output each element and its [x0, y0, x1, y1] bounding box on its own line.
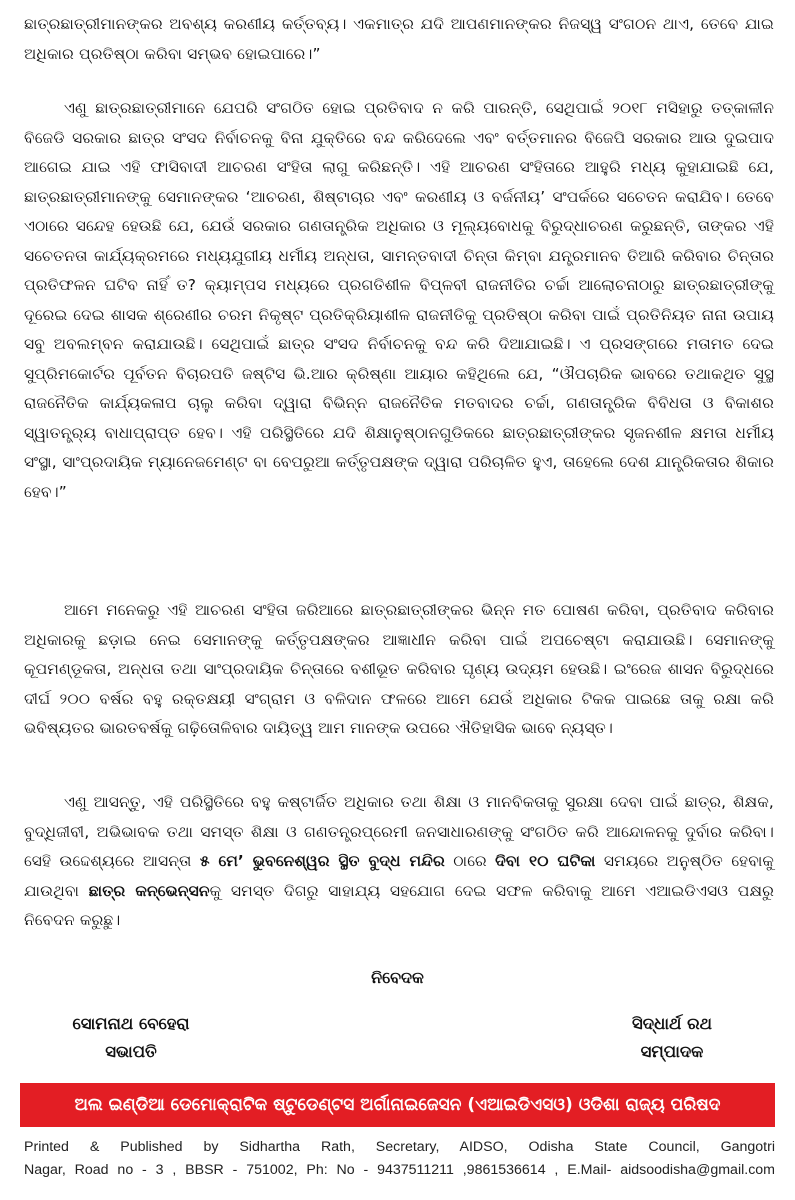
footer-line-2: Nagar, Road no - 3 , BBSR - 751002, Ph: No - 9437511211 ,9861536614 , E.Mail- aidsoodisha@gmail.com — [24, 1162, 775, 1178]
paragraph-our-view: ଆମେ ମନେକରୁ ଏହି ଆଚରଣ ସଂହିତା ଜରିଆରେ ଛାତ୍ରଛାତ୍ରୀଙ୍କର ଭିନ୍ନ ମତ ପୋଷଣ କରିବା, ପ୍ରତିବାଦ କରିବାର ଅଧିକାରକୁ ଛଡ଼ାଇ ନେଇ ସେମାନଙ୍କୁ କର୍ତ୍ତୃପକ୍ଷଙ୍କର ଆଜ୍ଞାଧୀନ କରିବା ପାଇଁ ଅପଚେଷ୍ଟା କରାଯାଉଛି। ସେମାନଙ୍କୁ କୂପମଣ୍ଡୂକତା, ଅନ୍ଧତା ତଥା ସାଂପ୍ରଦାୟିକ ଚିନ୍ତାରେ ବଶୀଭୂତ କରିବାର ଘୃଣ୍ୟ ଉଦ୍ୟମ ହେଉଛି। ଇଂରେଜ ଶାସନ ବିରୁଦ୍ଧରେ ଦୀର୍ଘ ୨୦୦ ବର୍ଷର ବହୁ ରକ୍ତକ୍ଷୟୀ ସଂଗ୍ରାମ ଓ ବଳିଦାନ ଫଳରେ ଆମେ ଯେଉଁ ଅଧିକାର ଟିକକ ପାଇଛେ ତାକୁ ରକ୍ଷା କରି ଭବିଷ୍ୟତର ଭାରତବର୍ଷକୁ ଗଢ଼ିତୋଳିବାର ଦାୟିତ୍ୱ ଆମ ମାନଙ୍କ ଉପରେ ଐତିହାସିକ ଭାବେ ନ୍ୟସ୍ତ। — [24, 601, 774, 737]
appeal-text-part3: ସମୟରେ ଅନୁଷ୍ଠିତ ହେବାକୁ ଯାଉଥିବା — [24, 852, 774, 900]
signatory-secretary — [592, 1010, 752, 1066]
convention-time: ଦିବା ୧୦ ଘଟିକା — [495, 852, 596, 870]
footer-line-1: Printed & Published by Sidhartha Rath, Secretary, AIDSO, Odisha State Council, Gangotri — [24, 1139, 775, 1155]
appeal-text-part2: ଠାରେ — [444, 852, 496, 870]
paragraph-continuation: ଛାତ୍ରଛାତ୍ରୀମାନଙ୍କର ଅବଶ୍ୟ କରଣୀୟ କର୍ତ୍ତବ୍ୟ। ଏକମାତ୍ର ଯଦି ଆପଣମାନଙ୍କର ନିଜସ୍ୱ ସଂଗଠନ ଥାଏ, ତେବେ ଯାଇ ଅଧିକାର ପ୍ରତିଷ୍ଠା କରିବା ସମ୍ଭବ ହୋଇପାରେ।” — [24, 15, 774, 63]
signatory-name: ସୋମନାଥ ବେହେରା — [72, 1014, 190, 1033]
signatory-name: ସିଦ୍ଧାର୍ଥ ରଥ — [632, 1014, 712, 1033]
signatory-role: ସଭାପତି — [105, 1042, 157, 1061]
convention-name: ଛାତ୍ର କନ୍‌ଭେନ୍‌ସନ — [88, 881, 210, 900]
signatory-president — [36, 1010, 226, 1066]
signatory-role: ସମ୍ପାଦକ — [640, 1042, 704, 1061]
appeal-text-part4: କୁ ସମସ୍ତ ଦିଗରୁ ସାହାଯ୍ୟ ସହଯୋଗ ଦେଇ ସଫଳ କରିବାକୁ ଆମେ ଏଆଇଡିଏସଓ ପକ୍ଷରୁ ନିବେଦନ କରୁଛୁ। — [24, 881, 774, 929]
paragraph-appeal — [24, 788, 774, 936]
paragraph-code-of-conduct: ଏଣୁ ଛାତ୍ରଛାତ୍ରୀମାନେ ଯେପରି ସଂଗଠିତ ହୋଇ ପ୍ରତିବାଦ ନ କରି ପାରନ୍ତି, ସେଥିପାଇଁ ୨୦୧୮ ମସିହାରୁ ତତ୍କାଳୀନ ବିଜେଡି ସରକାର ଛାତ୍ର ସଂସଦ ନିର୍ବାଚନକୁ ବିନା ଯୁକ୍ତିରେ ବନ୍ଦ କରିଦେଲେ ଏବଂ ବର୍ତ୍ତମାନର ବିଜେପି ସରକାର ଆଉ ଦୁଇପାଦ ଆଗେଇ ଯାଇ ଏହି ଫାସିବାଦୀ ଆଚରଣ ସଂହିତା ଲାଗୁ କରିଛନ୍ତି। ଏହି ଆଚରଣ ସଂହିତାରେ ଆହୁରି ମଧ୍ୟ କୁହାଯାଇଛି ଯେ, ଛାତ୍ରଛାତ୍ରୀମାନଙ୍କୁ ସେମାନଙ୍କର ‘ଆଚରଣ, ଶିଷ୍ଟାଚାର ଏବଂ କରଣୀୟ ଓ ବର୍ଜନୀୟ’ ସଂପର୍କରେ ସଚେତନ କରାଯିବ। ତେବେ ଏଠାରେ ସନ୍ଦେହ ହେଉଛି ଯେ, ଯେଉଁ ସରକାର ଗଣତାନ୍ତ୍ରିକ ଅଧିକାର ଓ ମୂଲ୍ୟବୋଧକୁ ବିରୁଦ୍ଧାଚରଣ କରୁଛନ୍ତି, ତାଙ୍କର ଏହି ସଚେତନତା କାର୍ଯ୍ୟକ୍ରମରେ ମଧ୍ୟଯୁଗୀୟ ଧର୍ମୀୟ ଅନ୍ଧତା, ସାମନ୍ତବାଦୀ ଚିନ୍ତା କିମ୍ବା ଯନ୍ତ୍ରମାନବ ତିଆରି କରିବାର ଚିନ୍ତାର ପ୍ରତିଫଳନ ଘଟିବ ନାହିଁ ତ? କ୍ୟାମ୍ପସ ମଧ୍ୟରେ ପ୍ରଗତିଶୀଳ ବିପ୍ଳବୀ ରାଜନୀତିର ଚର୍ଚ୍ଚା ଆଲୋଚନାଠାରୁ ଛାତ୍ରଛାତ୍ରୀଙ୍କୁ ଦୂରେଇ ଦେଇ ଶାସକ ଶ୍ରେଣୀର ଚରମ ନିକୃଷ୍ଟ ପ୍ରତିକ୍ରିୟାଶୀଳ ରାଜନୀତିକୁ ପ୍ରତିଷ୍ଠା କରିବା ପାଇଁ ପ୍ରତିନିୟତ ନାନା ଉପାୟ ସବୁ ଅବଲମ୍ବନ କରାଯାଉଛି। ସେଥିପାଇଁ ଛାତ୍ର ସଂସଦ ନିର୍ବାଚନକୁ ବନ୍ଦ କରି ଦିଆଯାଇଛି। ଏ ପ୍ରସଙ୍ଗରେ ମତାମତ ଦେଇ ସୁପ୍ରିମକୋର୍ଟର ପୂର୍ବତନ ବିଚାରପତି ଜଷ୍ଟିସ ଭି.ଆର କ୍ରିଷ୍ଣା ଆୟାର କହିଥିଲେ ଯେ, “ଔପଚାରିକ ଭାବରେ ତଥାକଥିତ ସୁସ୍ଥ ରାଜନୈତିକ କାର୍ଯ୍ୟକଳାପ ଚାଲୁ କରିବା ଦ୍ୱାରା ବିଭିନ୍ନ ରାଜନୈତିକ ମତବାଦର ଚର୍ଚ୍ଚା, ଗଣତାନ୍ତ୍ରିକ ବିବିଧତା ଓ ବିକାଶର ସ୍ୱାତନ୍ତ୍ର୍ୟ ବାଧାପ୍ରାପ୍ତ ହେବ। ଏହି ପରିସ୍ଥିତିରେ ଯଦି ଶିକ୍ଷାନୁଷ୍ଠାନଗୁଡିକରେ ଛାତ୍ରଛାତ୍ରୀଙ୍କର ସୃଜନଶୀଳ କ୍ଷମତା ଧର୍ମୀୟ ସଂସ୍ଥା, ସାଂପ୍ରଦାୟିକ ମ୍ୟାନେଜମେଣ୍ଟ ବା ବେପରୁଆ କର୍ତ୍ତୃପକ୍ଷଙ୍କ ଦ୍ୱାରା ପରିଚାଳିତ ହୁଏ, ତାହେଲେ ଦେଶ ଯାନ୍ତ୍ରିକତାର ଶିକାର ହେବ।” — [24, 99, 774, 501]
publisher-footer — [20, 1136, 775, 1186]
organization-banner — [20, 1083, 775, 1127]
convention-venue: ୫ ମେ’ ଭୁବନେଶ୍ୱର ସ୍ଥିତ ବୁଦ୍ଧ ମନ୍ଦିର — [199, 852, 445, 870]
petitioner-heading: ନିବେଦକ — [371, 968, 424, 987]
organization-name: ଅଲ ଇଣ୍ଡିଆ ଡେମୋକ୍ରାଟିକ ଷ୍ଟୁଡେଣ୍ଟସ ଅର୍ଗାନାଇଜେସନ (ଏଆଇଡିଏସଓ) ଓଡିଶା ରାଜ୍ୟ ପରିଷଦ — [74, 1095, 721, 1115]
appeal-text-part1: ଏଣୁ ଆସନ୍ତୁ, ଏହି ପରିସ୍ଥିତିରେ ବହୁ କଷ୍ଟାର୍ଜିତ ଅଧିକାର ତଥା ଶିକ୍ଷା ଓ ମାନବିକତାକୁ ସୁରକ୍ଷା ଦେବା ପାଇଁ ଛାତ୍ର, ଶିକ୍ଷକ, ବୁଦ୍ଧିଜୀବୀ, ଅଭିଭାବକ ତଥା ସମସ୍ତ ଶିକ୍ଷା ଓ ଗଣତନ୍ତ୍ରପ୍ରେମୀ ଜନସାଧାରଣଙ୍କୁ ସଂଗଠିତ କରି ଆନ୍ଦୋଳନକୁ ଦୁର୍ବାର କରିବା। ସେହି ଉଦ୍ଦେଶ୍ୟରେ ଆସନ୍ତା — [24, 793, 774, 870]
